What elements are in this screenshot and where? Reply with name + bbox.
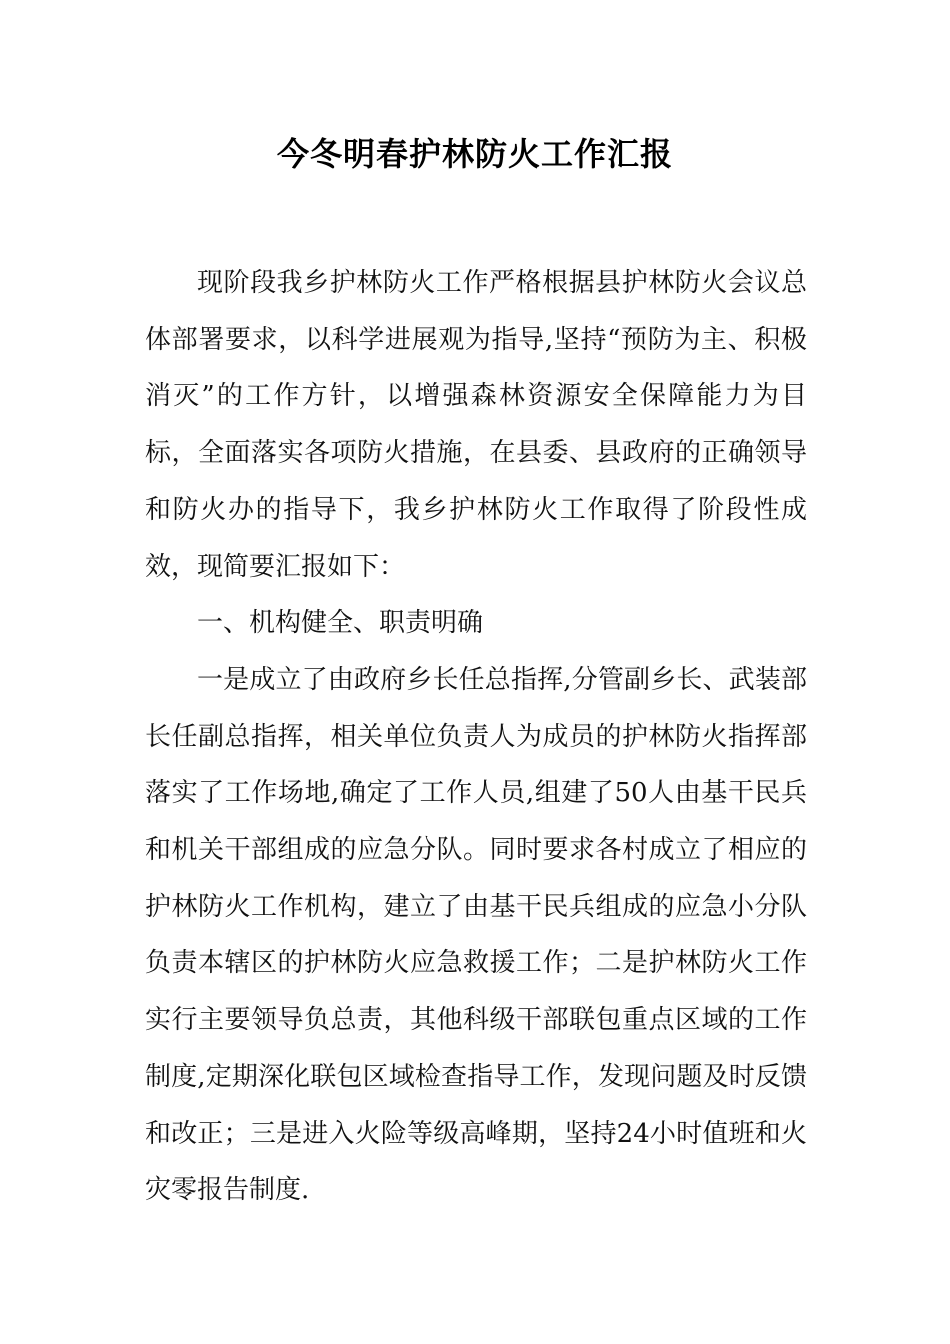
document-title: 今冬明春护林防火工作汇报 [276,135,673,173]
section-heading-1: 一、机构健全、职责明确 [197,608,484,639]
paragraph-organization: 一是成立了由政府乡长任总指挥,分管副乡长、武装部长任副总指挥，相关单位负责人为成员的护林防火指挥部落实了工作场地,确定了工作人员,组建了50人由基干民兵和机关干部组成的应急分队。同时要求各村成立了相应的护林防火工作机构，建立了由基干民兵组成的应急小分队负责本辖区的护林防火应急救援工作；二是护林防火工作实行主要领导负总责，其他科级干部联包重点区域的工作制度,定期深化联包区域检查指导工作，发现问题及时反馈和改正；三是进入火险等级高峰期，坚持24小时值班和火灾零报告制度. [145,664,807,1206]
paragraph-intro: 现阶段我乡护林防火工作严格根据县护林防火会议总体部署要求，以科学进展观为指导,坚持“预防为主、积极消灭”的工作方针，以增强森林资源安全保障能力为目标，全面落实各项防火措施，在县委、县政府的正确领导和防火办的指导下，我乡护林防火工作取得了阶段性成效，现简要汇报如下： [145,268,807,582]
document-body [145,255,807,1219]
